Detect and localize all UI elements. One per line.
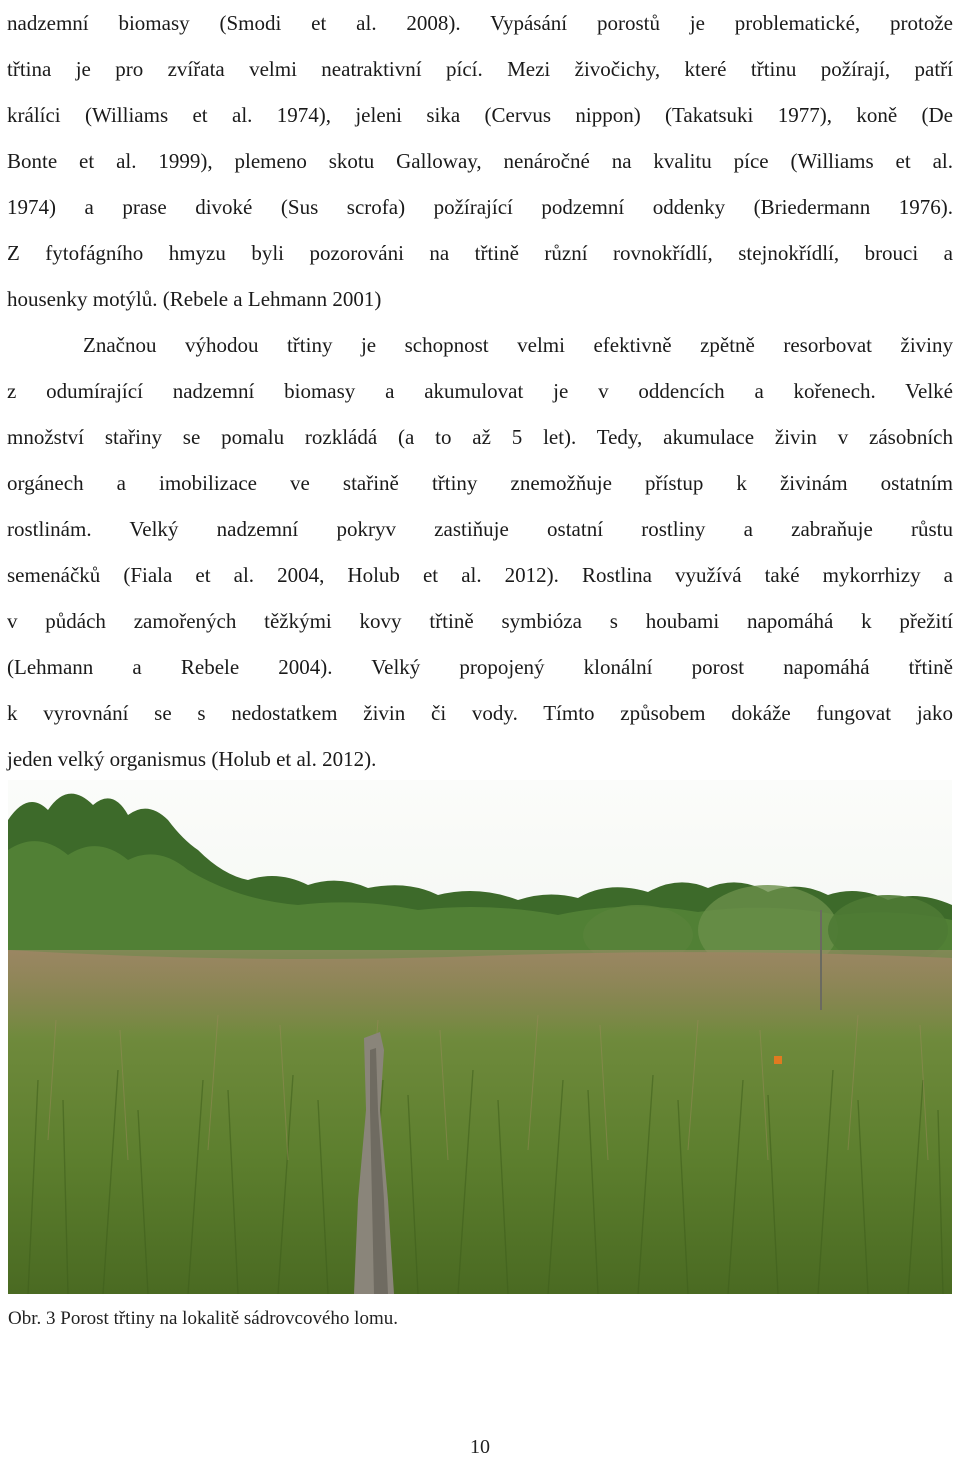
text-line: králíci (Williams et al. 1974), jeleni sika (Cervus nippon) (Takatsuki 1977), koně (De [7, 103, 953, 127]
text-line: rostlinám. Velký nadzemní pokryv zastiňuje ostatní rostliny a zabraňuje růstu [7, 517, 953, 541]
text-line: 1974) a prase divoké (Sus scrofa) požírající podzemní oddenky (Briedermann 1976). [7, 195, 953, 219]
text-line: semenáčků (Fiala et al. 2004, Holub et al. 2012). Rostlina využívá také mykorrhizy a [7, 563, 953, 587]
paragraph-first-line: Značnou výhodou třtiny je schopnost velmi efektivně zpětně resorbovat živiny [83, 333, 953, 357]
text-line: jeden velký organismus (Holub et al. 2012). [7, 747, 377, 771]
text-line: třtina je pro zvířata velmi neatraktivní pící. Mezi živočichy, které třtinu požírají, patří [7, 57, 953, 81]
text-line: Bonte et al. 1999), plemeno skotu Galloway, nenáročné na kvalitu píce (Williams et al. [7, 149, 953, 173]
text-line: z odumírající nadzemní biomasy a akumulovat je v oddencích a kořenech. Velké [7, 379, 953, 403]
page-number: 10 [470, 1436, 490, 1458]
body-text [7, 0, 953, 782]
text-line: k vyrovnání se s nedostatkem živin či vody. Tímto způsobem dokáže fungovat jako [7, 701, 953, 725]
text-line: množství stařiny se pomalu rozkládá (a to až 5 let). Tedy, akumulace živin v zásobních [7, 425, 953, 449]
text-line: nadzemní biomasy (Smodi et al. 2008). Vypásání porostů je problematické, protože [7, 11, 953, 35]
figure-photo [8, 780, 952, 1294]
text-line: Z fytofágního hmyzu byli pozorováni na třtině různí rovnokřídlí, stejnokřídlí, brouci a [7, 241, 953, 265]
figure-caption: Obr. 3 Porost třtiny na lokalitě sádrovcového lomu. [8, 1308, 398, 1329]
text-line: v půdách zamořených těžkými kovy třtině symbióza s houbami napomáhá k přežití [7, 609, 953, 633]
text-line: orgánech a imobilizace ve stařině třtiny znemožňuje přístup k živinám ostatním [7, 471, 953, 495]
text-line: housenky motýlů. (Rebele a Lehmann 2001) [7, 287, 382, 311]
text-line: (Lehmann a Rebele 2004). Velký propojený klonální porost napomáhá třtině [7, 655, 953, 679]
